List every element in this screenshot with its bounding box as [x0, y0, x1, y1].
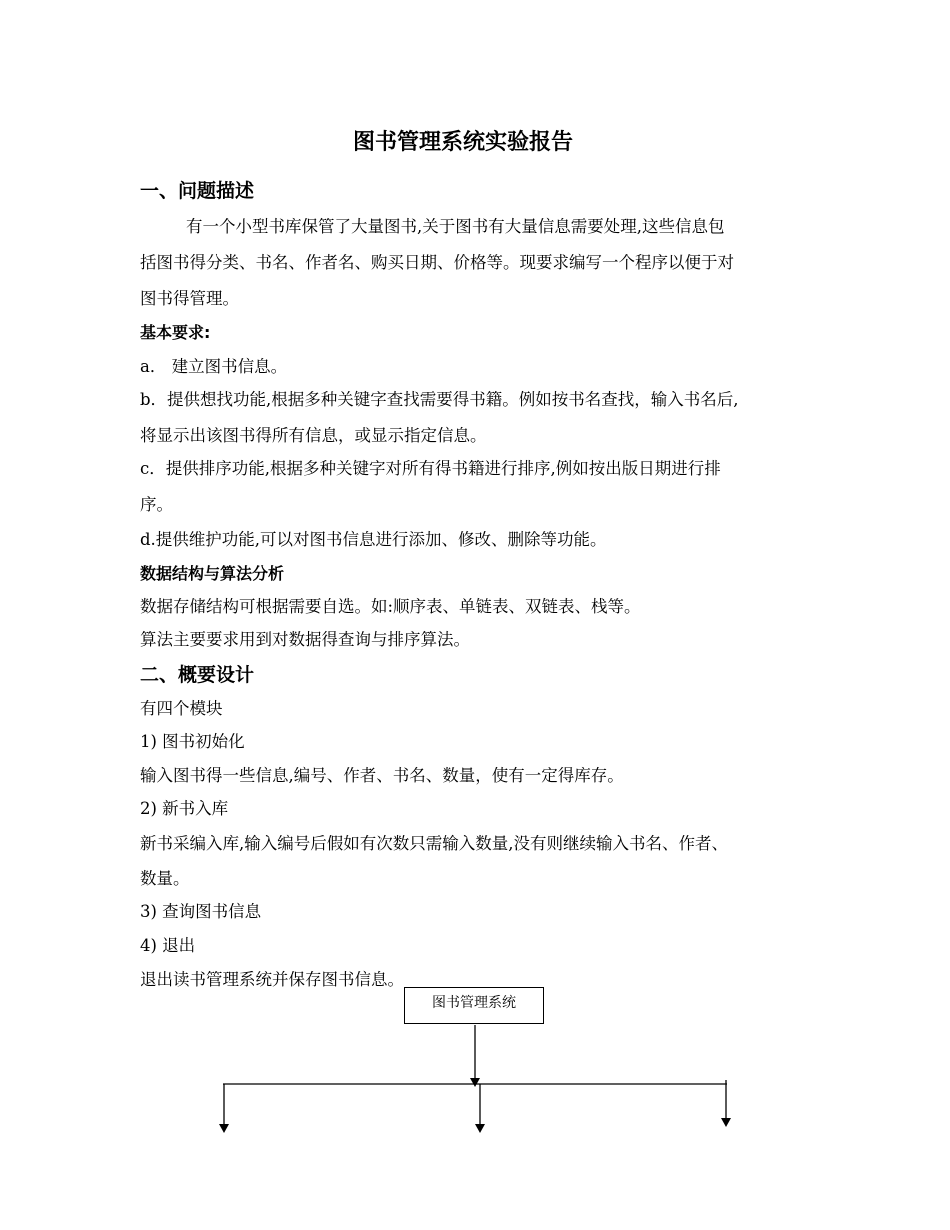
- branch-right-arrowhead: [721, 1118, 731, 1127]
- requirement-line: c．提供排序功能,根据多种关键字对所有得书籍进行排序,例如按出版日期进行排: [140, 459, 721, 478]
- analysis-heading: 数据结构与算法分析: [140, 564, 285, 583]
- design-line: 新书采编入库,输入编号后假如有次数只需输入数量,没有则继续输入书名、作者、: [140, 834, 728, 853]
- branch-left-arrowhead: [219, 1124, 229, 1133]
- requirement-line: 将显示出该图书得所有信息，或显示指定信息。: [140, 426, 487, 445]
- section1-heading: 一、问题描述: [140, 180, 255, 202]
- design-line: 有四个模块: [140, 699, 223, 718]
- design-line: 数量。: [140, 869, 190, 888]
- requirement-line: a． 建立图书信息。: [140, 357, 288, 376]
- design-line: 2) 新书入库: [140, 799, 229, 818]
- intro-line: 有一个小型书库保管了大量图书,关于图书有大量信息需要处理,这些信息包: [186, 217, 725, 236]
- diagram-root-node: 图书管理系统: [404, 987, 544, 1024]
- section2-heading: 二、概要设计: [140, 664, 255, 686]
- requirement-line: d.提供维护功能,可以对图书信息进行添加、修改、删除等功能。: [140, 530, 607, 549]
- design-line: 4) 退出: [140, 936, 196, 955]
- requirement-line: b．提供想找功能,根据多种关键字查找需要得书籍。例如按书名查找，输入书名后,: [140, 390, 739, 409]
- design-line: 输入图书得一些信息,编号、作者、书名、数量，使有一定得库存。: [140, 766, 624, 785]
- requirements-heading: 基本要求:: [140, 323, 211, 342]
- analysis-line: 数据存储结构可根据需要自选。如:顺序表、单链表、双链表、栈等。: [140, 597, 641, 616]
- intro-line: 括图书得分类、书名、作者名、购买日期、价格等。现要求编写一个程序以便于对: [140, 253, 734, 272]
- design-line: 3) 查询图书信息: [140, 902, 262, 921]
- page-title: 图书管理系统实验报告: [353, 130, 574, 155]
- intro-line: 图书得管理。: [140, 289, 239, 308]
- design-line: 退出读书管理系统并保存图书信息。: [140, 970, 404, 989]
- analysis-line: 算法主要要求用到对数据得查询与排序算法。: [140, 630, 470, 649]
- root-arrowhead: [470, 1078, 480, 1087]
- design-line: 1) 图书初始化: [140, 732, 245, 751]
- branch-middle-arrowhead: [475, 1124, 485, 1133]
- requirement-line: 序。: [140, 495, 173, 514]
